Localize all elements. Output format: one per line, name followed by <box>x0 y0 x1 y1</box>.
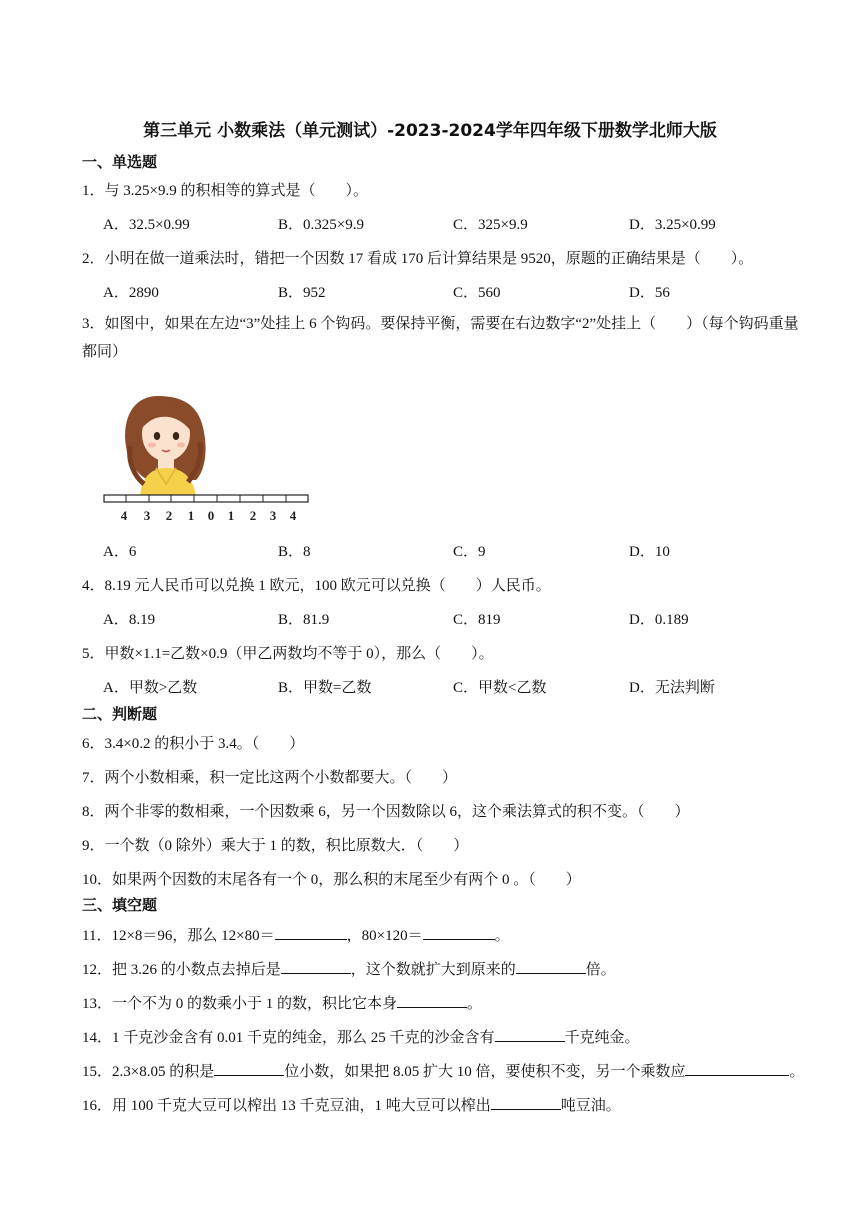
q5-option-c: C．甲数<乙数 <box>453 680 547 696</box>
question-6: 6．3.4×0.2 的积小于 3.4。（ ） <box>82 736 305 752</box>
q3-option-c: C．9 <box>453 544 486 560</box>
scale-label: 4 <box>120 508 128 523</box>
q4-option-c: C．819 <box>453 612 501 628</box>
q5-option-a: A．甲数>乙数 <box>103 680 198 696</box>
q1-option-b: B．0.325×9.9 <box>278 217 364 233</box>
q5-option-d: D．无法判断 <box>629 680 715 696</box>
scale-label: 2 <box>165 508 173 523</box>
scale-label: 3 <box>143 508 151 523</box>
q2-option-a: A．2890 <box>103 285 159 301</box>
question-10: 10．如果两个因数的末尾各有一个 0，那么积的末尾至少有两个 0 。（ ） <box>82 872 581 888</box>
scale-label: 2 <box>249 508 257 523</box>
page-title: 第三单元 小数乘法（单元测试）-2023-2024学年四年级下册数学北师大版 <box>143 121 717 141</box>
question-5: 5．甲数×1.1=乙数×0.9（甲乙两数均不等于 0），那么（ ）。 <box>82 646 494 662</box>
q1-option-d: D．3.25×0.99 <box>629 217 716 233</box>
answer-blank[interactable] <box>275 925 347 940</box>
answer-blank[interactable] <box>281 959 351 974</box>
q4-option-d: D．0.189 <box>629 612 689 628</box>
scale-label: 4 <box>289 508 297 523</box>
question-13: 13．一个不为 0 的数乘小于 1 的数，积比它本身 。 <box>82 992 482 1013</box>
q3-option-a: A．6 <box>103 544 137 560</box>
answer-blank[interactable] <box>491 1095 561 1110</box>
balance-figure <box>100 384 312 526</box>
question-8: 8．两个非零的数相乘，一个因数乘 6，另一个因数除以 6，这个乘法算式的积不变。（ ） <box>82 804 690 820</box>
q4-option-a: A．8.19 <box>103 612 156 628</box>
q4-option-b: B．81.9 <box>278 612 330 628</box>
balance-beam <box>104 495 308 502</box>
q1-option-c: C．325×9.9 <box>453 217 528 233</box>
q2-option-b: B．952 <box>278 285 326 301</box>
q3-option-b: B．8 <box>278 544 311 560</box>
question-14: 14．1 千克沙金含有 0.01 千克的纯金，那么 25 千克的沙金含有 千克纯金。 <box>82 1026 640 1047</box>
girl-balance-icon <box>125 396 206 496</box>
question-1: 1．与 3.25×9.9 的积相等的算式是（ ）。 <box>82 183 368 199</box>
answer-blank[interactable] <box>397 993 467 1008</box>
scale-label: 0 <box>207 508 215 523</box>
q2-option-d: D．56 <box>629 285 670 301</box>
question-12: 12．把 3.26 的小数点去掉后是 ，这个数就扩大到原来的 倍。 <box>82 958 616 979</box>
section-heading-fill-in: 三、填空题 <box>82 896 158 914</box>
question-4: 4．8.19 元人民币可以兑换 1 欧元，100 欧元可以兑换（ ）人民币。 <box>82 578 551 594</box>
question-2: 2．小明在做一道乘法时，错把一个因数 17 看成 170 后计算结果是 9520，原题的正确结果是（ ）。 <box>82 251 754 267</box>
q2-option-c: C．560 <box>453 285 501 301</box>
section-heading-true-false: 二、判断题 <box>82 705 158 723</box>
section-heading-single-choice: 一、单选题 <box>82 153 158 171</box>
q3-option-d: D．10 <box>629 544 670 560</box>
q5-option-b: B．甲数=乙数 <box>278 680 372 696</box>
answer-blank[interactable] <box>423 925 495 940</box>
question-11: 11．12×8＝96，那么 12×80＝ ，80×120＝ 。 <box>82 924 510 945</box>
answer-blank[interactable] <box>685 1061 789 1076</box>
question-3: 3．如图中，如果在左边“3”处挂上 6 个钩码。要保持平衡，需要在右边数字“2”处挂上（ ）（每个钩码重量都同） <box>82 316 799 360</box>
scale-label: 1 <box>187 508 195 523</box>
q1-option-a: A．32.5×0.99 <box>103 217 190 233</box>
scale-label: 3 <box>269 508 277 523</box>
question-16: 16．用 100 千克大豆可以榨出 13 千克豆油，1 吨大豆可以榨出 吨豆油。 <box>82 1094 621 1115</box>
answer-blank[interactable] <box>214 1061 284 1076</box>
scale-label: 1 <box>227 508 235 523</box>
answer-blank[interactable] <box>495 1027 565 1042</box>
answer-blank[interactable] <box>516 959 586 974</box>
question-15: 15．2.3×8.05 的积是 位小数，如果把 8.05 扩大 10 倍，要使积不变，另一个乘数应 。 <box>82 1060 805 1081</box>
question-9: 9．一个数（0 除外）乘大于 1 的数，积比原数大．（ ） <box>82 838 469 854</box>
question-7: 7．两个小数相乘，积一定比这两个小数都要大。（ ） <box>82 770 458 786</box>
